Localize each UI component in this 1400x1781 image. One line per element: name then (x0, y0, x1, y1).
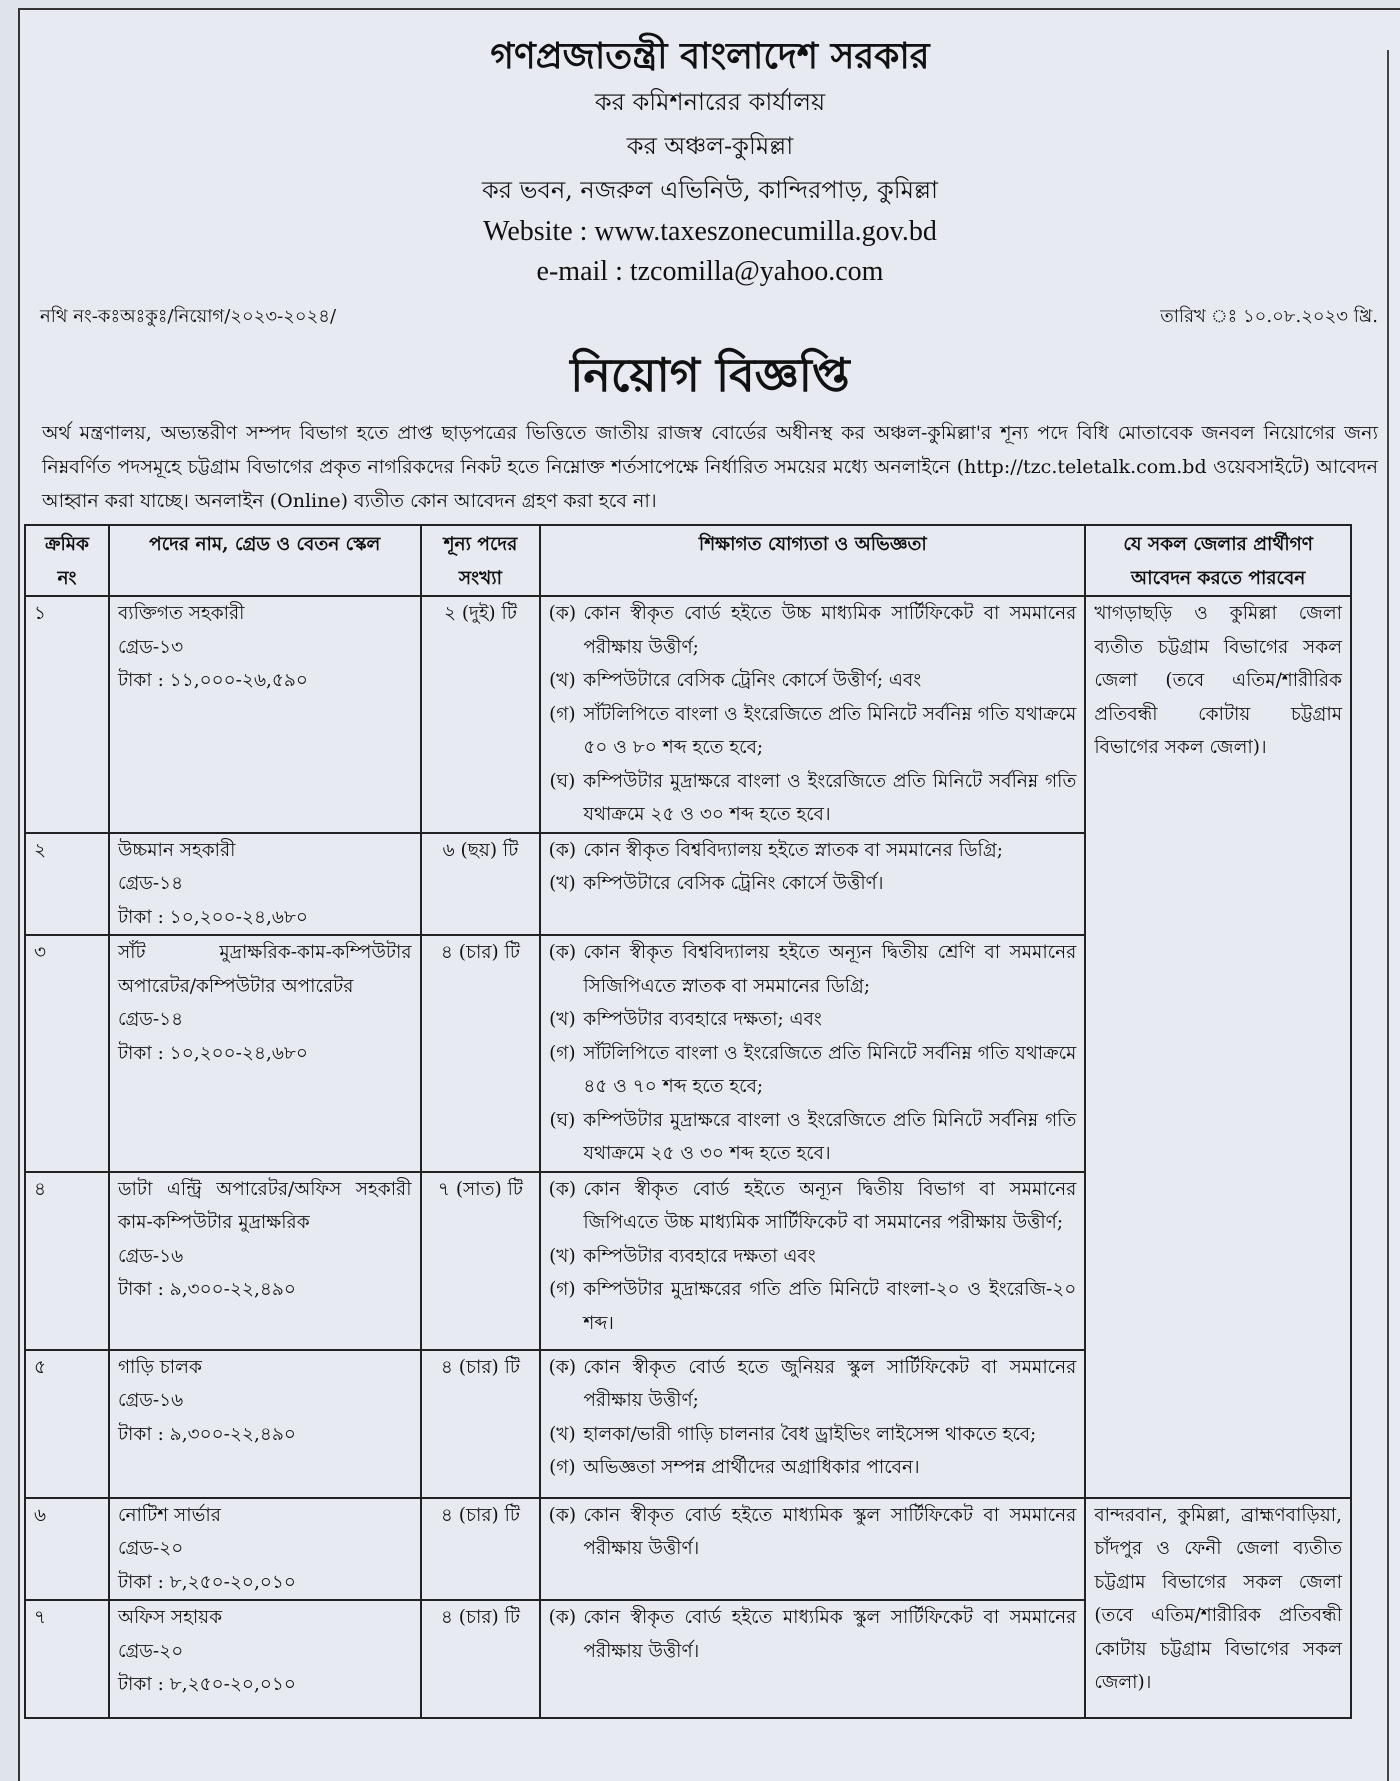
website-link[interactable]: Website : www.taxeszonecumilla.gov.bd (483, 216, 937, 247)
post-cell (109, 1350, 421, 1498)
qualification-cell (540, 935, 1085, 1172)
qualification-text: অভিজ্ঞতা সম্পন্ন প্রার্থীদের অগ্রাধিকার পাবেন। (583, 1457, 920, 1478)
post-grade: গ্রেড-১৪ (117, 1009, 184, 1030)
header-vacancy: শূন্য পদের সংখ্যা (421, 525, 541, 596)
government-title: গণপ্রজাতন্ত্রী বাংলাদেশ সরকার (490, 35, 930, 77)
qualification-item (541, 1240, 1076, 1274)
post-cell (109, 833, 421, 936)
qualification-item (541, 1104, 1076, 1171)
header-qualification: শিক্ষাগত যোগ্যতা ও অভিজ্ঞতা (540, 525, 1085, 596)
header-post: পদের নাম, গ্রেড ও বেতন স্কেল (109, 525, 421, 596)
qualification-text: কম্পিউটারে বেসিক ট্রেনিং কোর্সে উত্তীর্ণ। (583, 873, 884, 894)
table-row (25, 596, 1351, 833)
email-link[interactable]: e-mail : tzcomilla@yahoo.com (536, 256, 884, 287)
post-scale: টাকা : ৮,২৫০-২০,০১০ (117, 1571, 296, 1593)
qualification-mark: (ক) (548, 839, 577, 861)
serial-cell: ৫ (25, 1350, 109, 1498)
qualification-mark: (গ) (549, 703, 576, 725)
post-cell (109, 1172, 421, 1350)
post-grade: গ্রেড-১৩ (117, 636, 184, 658)
qualification-mark: (গ) (549, 1042, 576, 1064)
qualification-mark: (ক) (548, 1178, 577, 1200)
post-name: সাঁট মুদ্রাক্ষরিক-কাম-কম্পিউটার অপারেটর/কম্পিউটার অপারেটর (117, 942, 412, 997)
post-grade: গ্রেড-২০ (117, 1538, 184, 1559)
qualification-item (541, 1173, 1076, 1240)
qualification-mark: (ক) (548, 1504, 577, 1526)
qualification-text: কোন স্বীকৃত বোর্ড হইতে উচ্চ মাধ্যমিক সার্টিফিকেট বা সমমানের পরীক্ষায় উত্তীর্ণ; (583, 603, 1077, 658)
post-name: গাড়ি চালক (117, 1356, 202, 1378)
qualification-mark: (ক) (548, 1607, 577, 1628)
qualification-item (541, 1351, 1076, 1418)
qualification-mark: (ক) (548, 942, 577, 963)
post-scale: টাকা : ১১,০০০-২৬,৫৯০ (117, 670, 308, 691)
post-name: উচ্চমান সহকারী (117, 839, 236, 861)
qualification-cell (540, 1600, 1085, 1718)
qualification-mark: (খ) (549, 873, 576, 894)
qualification-item (541, 1003, 1076, 1037)
post-grade: গ্রেড-১৬ (117, 1245, 184, 1267)
post-scale: টাকা : ৯,৩০০-২২,৪৯০ (117, 1423, 296, 1445)
qualification-item (541, 664, 1076, 698)
serial-cell: ৪ (25, 1172, 109, 1350)
qualification-text: কম্পিউটার মুদ্রাক্ষরের গতি প্রতি মিনিটে বাংলা-২০ ও ইংরেজি-২০ শব্দ। (583, 1279, 1077, 1334)
post-grade: গ্রেড-২০ (117, 1640, 184, 1662)
qualification-mark: (ক) (548, 603, 577, 624)
vacancy-cell: ৪ (চার) টি (421, 935, 541, 1172)
qualification-item (541, 1273, 1076, 1340)
qualification-text: কম্পিউটার মুদ্রাক্ষরে বাংলা ও ইংরেজিতে প্রতি মিনিটে সর্বনিম্ন গতি যথাক্রমে ২৫ ও ৩০ শব্দ হতে হবে। (583, 770, 1077, 825)
post-scale: টাকা : ১০,২০০-২৪,৬৮০ (117, 1042, 308, 1064)
serial-cell: ৭ (25, 1600, 109, 1718)
qualification-item (541, 1499, 1076, 1566)
qualification-cell (540, 596, 1085, 833)
header-districts: যে সকল জেলার প্রার্থীগণ আবেদন করতে পারবেন (1085, 525, 1351, 596)
notice-title: নিয়োগ বিজ্ঞপ্তি (570, 348, 850, 402)
qualification-item (541, 936, 1076, 1003)
notice-date: তারিখ ঃ ১০.০৮.২০২৩ খ্রি. (1160, 306, 1378, 327)
qualification-mark: (ঘ) (549, 770, 576, 792)
qualification-mark: (গ) (549, 1279, 576, 1300)
qualification-mark: (গ) (549, 1457, 576, 1478)
qualification-cell (540, 1172, 1085, 1350)
post-scale: টাকা : ১০,২০০-২৪,৬৮০ (117, 906, 308, 928)
qualification-item (541, 1037, 1076, 1104)
qualification-mark: (খ) (549, 670, 576, 691)
post-name: ডাটা এন্ট্রি অপারেটর/অফিস সহকারী কাম-কম্পিউটার মুদ্রাক্ষরিক (117, 1178, 412, 1233)
qualification-mark: (ঘ) (549, 1109, 576, 1131)
qualification-cell (540, 1350, 1085, 1498)
qualification-item (541, 1601, 1076, 1668)
intro-paragraph: অর্থ মন্ত্রণালয়, অভ্যন্তরীণ সম্পদ বিভাগ হতে প্রাপ্ত ছাড়পত্রের ভিত্তিতে জাতীয় রাজস্ব বোর্ডের অধীনস্থ কর অঞ্চল-কুমিল্লা'র শূন্য পদে বিধি মোতাবেক জনবল নিয়োগের জন্য নিম্নবর্ণিত পদসমূহে চট্টগ্রাম বিভাগের প্রকৃত নাগরিকদের নিকট হতে নিম্নোক্ত শর্তসাপেক্ষে নির্ধারিত সময়ের মধ্যে অনলাইনে (http://tzc.teletalk.com.bd ওয়েবসাইটে) আবেদন আহ্বান করা যাচ্ছে। অনলাইন (Online) ব্যতীত কোন আবেদন গ্রহণ করা হবে না। (42, 422, 1378, 512)
qualification-text: হালকা/ভারী গাড়ি চালনার বৈধ ড্রাইভিং লাইসেন্স থাকতে হবে; (583, 1423, 1037, 1445)
qualification-text: কম্পিউটারে বেসিক ট্রেনিং কোর্সে উত্তীর্ণ; এবং (583, 670, 922, 691)
vacancy-cell: ৭ (সাত) টি (421, 1172, 541, 1350)
post-cell (109, 935, 421, 1172)
post-name: অফিস সহায়ক (117, 1607, 223, 1628)
vacancy-cell: ৪ (চার) টি (421, 1498, 541, 1601)
qualification-text: কম্পিউটার মুদ্রাক্ষরে বাংলা ও ইংরেজিতে প্রতি মিনিটে সর্বনিম্ন গতি যথাক্রমে ২৫ ও ৩০ শব্দ হতে হবে। (583, 1109, 1077, 1164)
qualification-item (541, 867, 1076, 901)
serial-cell: ২ (25, 833, 109, 936)
qualification-text: কোন স্বীকৃত বোর্ড হতে জুনিয়র স্কুল সার্টিফিকেট বা সমমানের পরীক্ষায় উত্তীর্ণ; (583, 1356, 1077, 1411)
qualification-text: সাঁটলিপিতে বাংলা ও ইংরেজিতে প্রতি মিনিটে সর্বনিম্ন গতি যথাক্রমে ৪৫ ও ৭০ শব্দ হতে হবে; (583, 1042, 1077, 1097)
district-eligibility-cell: বান্দরবান, কুমিল্লা, ব্রাহ্মণবাড়িয়া, চাঁদপুর ও ফেনী জেলা ব্যতীত চট্টগ্রাম বিভাগের সকল জেলা (তবে এতিম/শারীরিক প্রতিবন্ধী কোটায় চট্টগ্রাম বিভাগের সকল জেলা)। (1085, 1498, 1351, 1719)
qualification-mark: (খ) (549, 1423, 576, 1445)
office-name: কর কমিশনারের কার্যালয় (594, 88, 826, 116)
table-row (25, 1498, 1351, 1601)
post-cell (109, 1600, 421, 1718)
post-cell (109, 1498, 421, 1601)
page-border-line (1387, 50, 1389, 1781)
letterhead (20, 32, 1400, 292)
vacancy-cell: ৪ (চার) টি (421, 1600, 541, 1718)
qualification-text: কোন স্বীকৃত বোর্ড হইতে মাধ্যমিক স্কুল সার্টিফিকেট বা সমমানের পরীক্ষায় উত্তীর্ণ। (583, 1607, 1077, 1662)
qualification-item (541, 597, 1076, 664)
zone-name: কর অঞ্চল-কুমিল্লা (626, 132, 794, 160)
qualification-mark: (খ) (549, 1009, 576, 1030)
qualification-item (541, 834, 1076, 868)
qualification-mark: (ক) (548, 1356, 577, 1378)
qualification-text: কোন স্বীকৃত বোর্ড হইতে মাধ্যমিক স্কুল সার্টিফিকেট বা সমমানের পরীক্ষায় উত্তীর্ণ। (583, 1504, 1077, 1559)
post-name: ব্যক্তিগত সহকারী (117, 603, 245, 624)
post-scale: টাকা : ৮,২৫০-২০,০১০ (117, 1674, 296, 1695)
qualification-text: কম্পিউটার ব্যবহারে দক্ষতা; এবং (583, 1009, 822, 1030)
table-header-row (25, 525, 1351, 596)
qualification-item (541, 698, 1076, 765)
district-eligibility-cell: খাগড়াছড়ি ও কুমিল্লা জেলা ব্যতীত চট্টগ্রাম বিভাগের সকল জেলা (তবে এতিম/শারীরিক প্রতিবন্ধী কোটায় চট্টগ্রাম বিভাগের সকল জেলা)। (1085, 596, 1351, 1498)
vacancy-table (24, 524, 1352, 1719)
qualification-cell (540, 833, 1085, 936)
qualification-text: সাঁটলিপিতে বাংলা ও ইংরেজিতে প্রতি মিনিটে সর্বনিম্ন গতি যথাক্রমে ৫০ ও ৮০ শব্দ হতে হবে; (583, 703, 1077, 758)
post-name: নোটিশ সার্ভার (117, 1504, 221, 1526)
qualification-text: কম্পিউটার ব্যবহারে দক্ষতা এবং (583, 1245, 816, 1267)
serial-cell: ৩ (25, 935, 109, 1172)
post-scale: টাকা : ৯,৩০০-২২,৪৯০ (117, 1279, 296, 1300)
qualification-text: কোন স্বীকৃত বিশ্ববিদ্যালয় হইতে স্নাতক বা সমমানের ডিগ্রি; (583, 839, 1003, 861)
header-serial: ক্রমিক নং (25, 525, 109, 596)
qualification-text: কোন স্বীকৃত বোর্ড হইতে অন্যূন দ্বিতীয় বিভাগ বা সমমানের জিপিএতে উচ্চ মাধ্যমিক সার্টিফিকেট বা সমমানের পরীক্ষায় উত্তীর্ণ; (583, 1178, 1077, 1233)
qualification-item (541, 765, 1076, 832)
post-cell (109, 596, 421, 833)
vacancy-cell: ২ (দুই) টি (421, 596, 541, 833)
memo-row (20, 296, 1400, 336)
serial-cell: ৬ (25, 1498, 109, 1601)
serial-cell: ১ (25, 596, 109, 833)
qualification-item (541, 1418, 1076, 1452)
vacancy-cell: ৪ (চার) টি (421, 1350, 541, 1498)
vacancy-cell: ৬ (ছয়) টি (421, 833, 541, 936)
post-grade: গ্রেড-১৬ (117, 1390, 184, 1411)
memo-number: নথি নং-কঃঅঃকুঃ/নিয়োগ/২০২৩-২০২৪/ (40, 306, 337, 327)
qualification-item (541, 1451, 1076, 1485)
qualification-mark: (খ) (549, 1245, 576, 1267)
qualification-cell (540, 1498, 1085, 1601)
post-grade: গ্রেড-১৪ (117, 873, 184, 894)
qualification-text: কোন স্বীকৃত বিশ্ববিদ্যালয় হইতে অন্যূন দ্বিতীয় শ্রেণি বা সমমানের সিজিপিএতে স্নাতক বা সমমানের ডিগ্রি; (583, 942, 1077, 997)
table-body (25, 596, 1351, 1718)
office-address: কর ভবন, নজরুল এভিনিউ, কান্দিরপাড়, কুমিল্লা (481, 176, 939, 204)
